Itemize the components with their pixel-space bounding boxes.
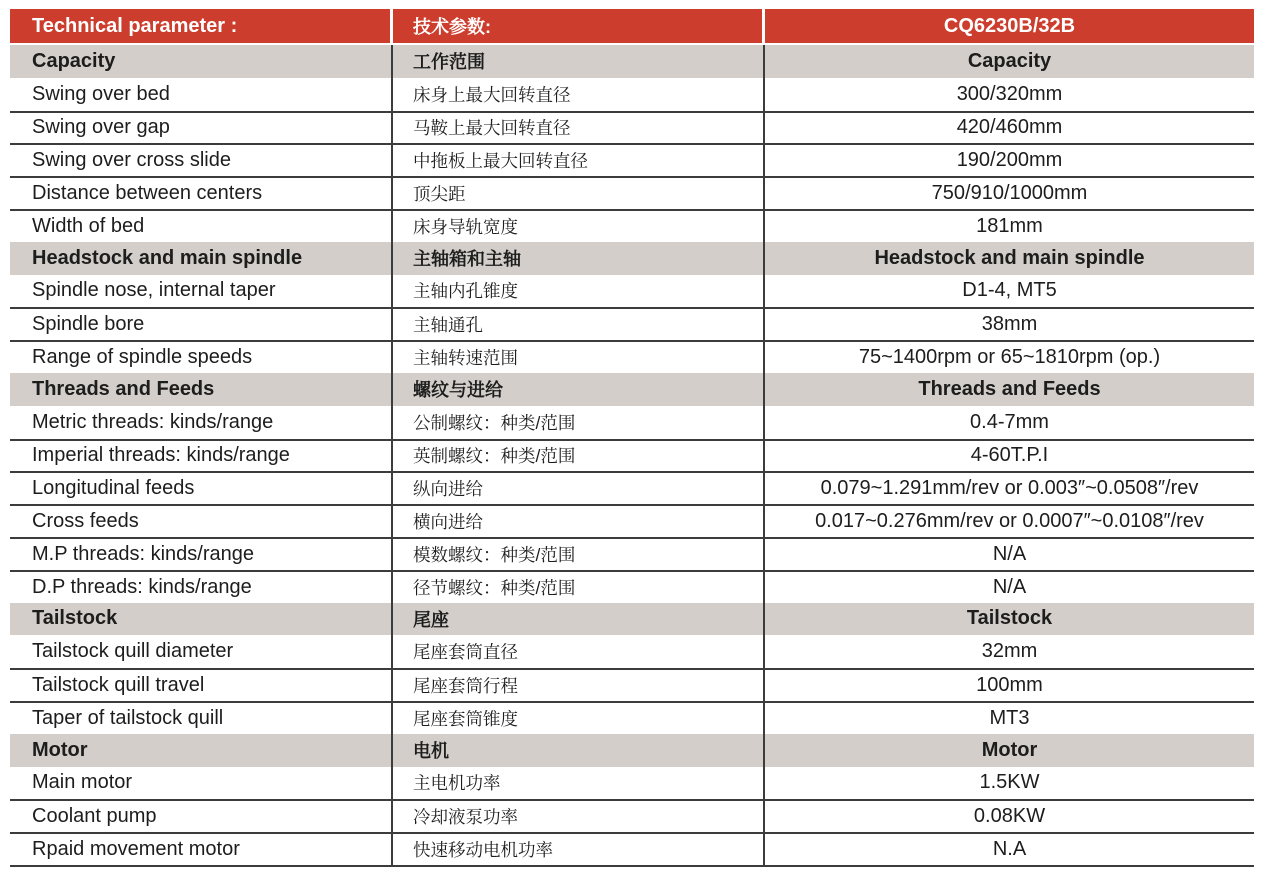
parameter-name-cn: 工作范围: [393, 45, 765, 78]
parameter-name-en: Cross feeds: [10, 506, 393, 537]
parameter-value: 38mm: [981, 313, 1038, 336]
parameter-name-en: Coolant pump: [10, 801, 393, 832]
parameter-name-cn: 尾座套筒行程: [393, 670, 765, 701]
parameter-value: 1.5KW: [979, 771, 1040, 794]
table-row: [10, 701, 1254, 734]
parameter-name-cn: 顶尖距: [393, 178, 765, 209]
parameter-value: 190/200mm: [956, 149, 1063, 172]
table-body: [10, 45, 1254, 865]
parameter-name-en: Swing over cross slide: [10, 145, 393, 176]
parameter-name-en: Headstock and main spindle: [10, 242, 393, 275]
parameter-name-cn: 中拖板上最大回转直径: [393, 145, 765, 176]
parameter-name-en: Swing over gap: [10, 113, 393, 144]
parameter-name-en: Imperial threads: kinds/range: [10, 441, 393, 472]
table-row: [10, 767, 1254, 800]
parameter-value: Tailstock: [966, 607, 1053, 630]
parameter-name-cn: 床身导轨宽度: [393, 211, 765, 242]
parameter-value: 4-60T.P.I: [970, 444, 1049, 467]
parameter-name-en: Tailstock: [10, 603, 393, 636]
parameter-name-en: Spindle nose, internal taper: [10, 275, 393, 308]
parameter-value: N.A: [992, 838, 1027, 861]
parameter-name-cn: 尾座套筒直径: [393, 635, 765, 668]
parameter-name-en: Spindle bore: [10, 309, 393, 340]
table-row: [10, 471, 1254, 504]
parameter-value: D1-4, MT5: [962, 279, 1057, 302]
parameter-name-cn: 尾座套筒锥度: [393, 703, 765, 734]
parameter-value: MT3: [989, 706, 1030, 729]
parameter-name-cn: 公制螺纹：种类/范围: [393, 406, 765, 439]
table-row: [10, 176, 1254, 209]
table-row: [10, 78, 1254, 111]
parameter-name-cn: 马鞍上最大回转直径: [393, 113, 765, 144]
parameter-name-cn: 冷却液泵功率: [393, 801, 765, 832]
parameter-name-cn: 螺纹与进给: [393, 373, 765, 406]
parameter-name-en: Tailstock quill diameter: [10, 635, 393, 668]
parameter-name-cn: 主轴转速范围: [393, 342, 765, 373]
table-row: [10, 406, 1254, 439]
parameter-name-cn: 床身上最大回转直径: [393, 78, 765, 111]
section-row: [10, 603, 1254, 636]
parameter-value: 75~1400rpm or 65~1810rpm (op.): [858, 346, 1161, 369]
parameter-value: 0.017~0.276mm/rev or 0.0007″~0.0108″/rev: [815, 510, 1204, 533]
parameter-value: 420/460mm: [956, 116, 1063, 139]
parameter-value: Motor: [981, 738, 1038, 761]
parameter-name-cn: 电机: [393, 734, 765, 767]
table-row: [10, 799, 1254, 832]
parameter-value: 0.08KW: [973, 805, 1046, 828]
parameter-name-cn: 主电机功率: [393, 767, 765, 800]
parameter-name-en: Range of spindle speeds: [10, 342, 393, 373]
parameter-name-en: D.P threads: kinds/range: [10, 572, 393, 603]
parameter-name-en: Taper of tailstock quill: [10, 703, 393, 734]
table-row: [10, 504, 1254, 537]
header-parameter-cn: 技术参数:: [393, 9, 765, 43]
table-row: [10, 832, 1254, 865]
parameter-value: 100mm: [976, 674, 1043, 697]
table-row: [10, 635, 1254, 668]
table-row: [10, 307, 1254, 340]
parameter-name-cn: 主轴箱和主轴: [393, 242, 765, 275]
parameter-name-cn: 主轴内孔锥度: [393, 275, 765, 308]
section-row: [10, 242, 1254, 275]
parameter-value: Headstock and main spindle: [874, 246, 1145, 269]
technical-parameter-table: [10, 9, 1254, 867]
parameter-name-en: M.P threads: kinds/range: [10, 539, 393, 570]
table-row: [10, 537, 1254, 570]
table-row: [10, 111, 1254, 144]
table-row: [10, 668, 1254, 701]
parameter-name-cn: 英制螺纹：种类/范围: [393, 441, 765, 472]
parameter-name-en: Longitudinal feeds: [10, 473, 393, 504]
parameter-value: Threads and Feeds: [918, 377, 1101, 400]
parameter-name-en: Threads and Feeds: [10, 373, 393, 406]
parameter-name-cn: 横向进给: [393, 506, 765, 537]
parameter-name-en: Rpaid movement motor: [10, 834, 393, 865]
table-row: [10, 275, 1254, 308]
parameter-name-en: Tailstock quill travel: [10, 670, 393, 701]
table-row: [10, 143, 1254, 176]
parameter-name-en: Motor: [10, 734, 393, 767]
parameter-name-cn: 主轴通孔: [393, 309, 765, 340]
section-row: [10, 734, 1254, 767]
parameter-name-en: Metric threads: kinds/range: [10, 406, 393, 439]
parameter-value: N/A: [992, 575, 1027, 598]
parameter-name-cn: 径节螺纹：种类/范围: [393, 572, 765, 603]
parameter-value: 750/910/1000mm: [931, 182, 1088, 205]
parameter-name-en: Capacity: [10, 45, 393, 78]
table-row: [10, 439, 1254, 472]
parameter-name-en: Distance between centers: [10, 178, 393, 209]
header-parameter-en: Technical parameter :: [10, 9, 393, 43]
parameter-value: 300/320mm: [956, 82, 1063, 105]
parameter-value: N/A: [992, 542, 1027, 565]
parameter-value: Capacity: [967, 49, 1052, 72]
section-row: [10, 373, 1254, 406]
table-row: [10, 570, 1254, 603]
parameter-value: 181mm: [976, 214, 1043, 237]
table-row: [10, 340, 1254, 373]
parameter-value: 0.079~1.291mm/rev or 0.003″~0.0508″/rev: [820, 477, 1199, 500]
parameter-name-cn: 尾座: [393, 603, 765, 636]
table-row: [10, 209, 1254, 242]
parameter-value: 32mm: [981, 640, 1038, 663]
parameter-name-cn: 模数螺纹：种类/范围: [393, 539, 765, 570]
parameter-name-cn: 快速移动电机功率: [393, 834, 765, 865]
header-model-number: CQ6230B/32B: [943, 14, 1076, 37]
parameter-name-en: Swing over bed: [10, 78, 393, 111]
parameter-value: 0.4-7mm: [970, 410, 1049, 433]
table-header-row: [10, 9, 1254, 43]
parameter-name-en: Width of bed: [10, 211, 393, 242]
section-row: [10, 45, 1254, 78]
parameter-name-cn: 纵向进给: [393, 473, 765, 504]
parameter-name-en: Main motor: [10, 767, 393, 800]
